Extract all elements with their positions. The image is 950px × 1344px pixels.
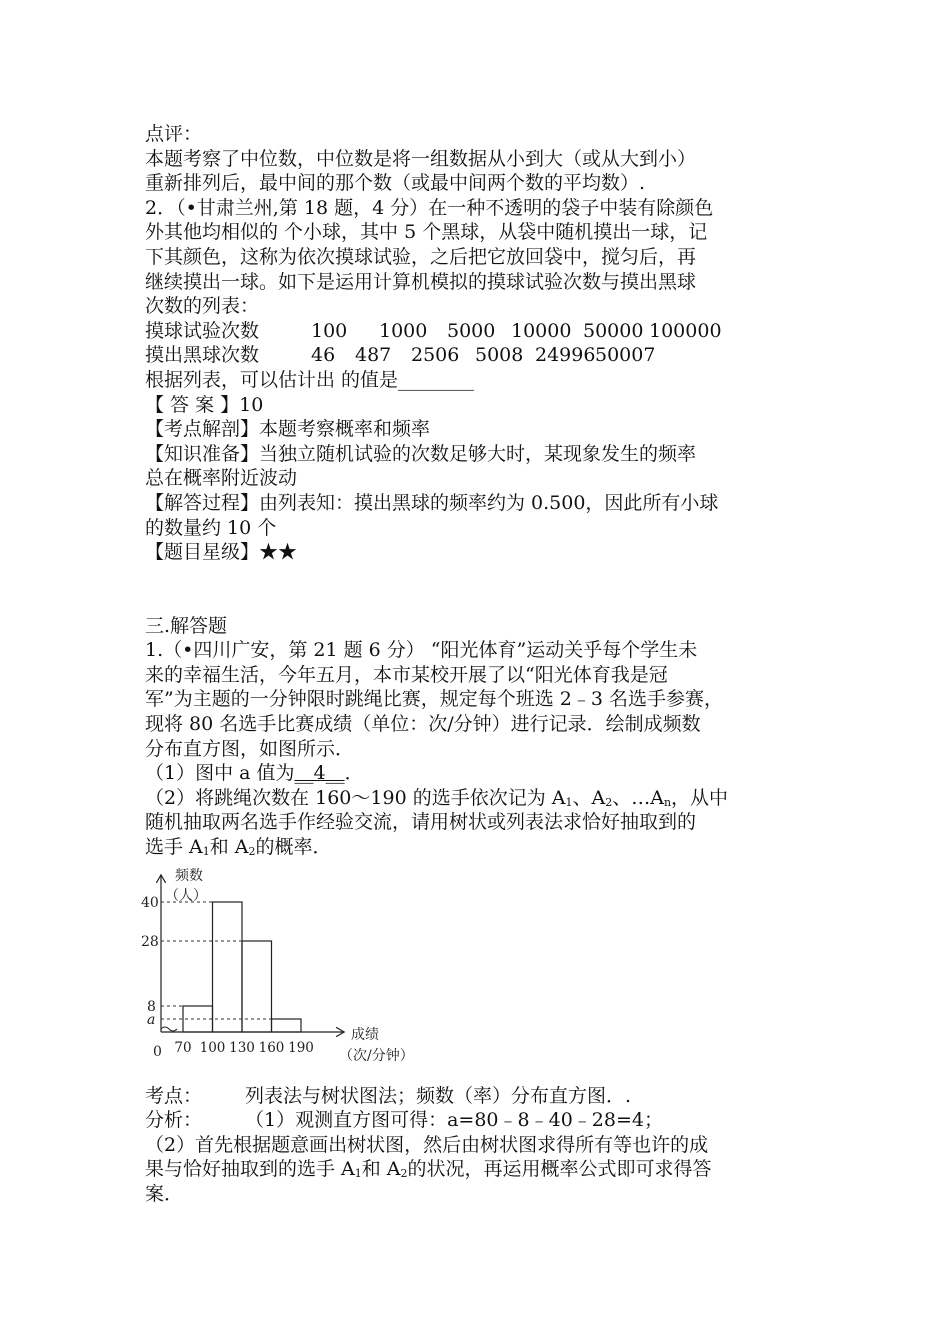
sub-question-1 — [145, 761, 825, 786]
axis-break-mark — [161, 1027, 177, 1031]
subscript: 2 — [400, 1167, 408, 1181]
x-axis-label: 成绩 — [351, 1026, 379, 1043]
y-tick-label: 28 — [141, 933, 159, 950]
sub1-suffix: ． — [344, 762, 364, 785]
document-page — [141, 122, 825, 1207]
text: 的状况，再运用概率公式即可求得答 — [407, 1158, 712, 1181]
s3-line: 随机抽取两名选手作经验交流，请用树状或列表法求恰好抽取到的 — [145, 811, 697, 834]
star-rating: 【题目星级】★★ — [145, 541, 298, 564]
histogram-chart — [143, 866, 443, 1076]
review-line: 本题考察了中位数，中位数是将一组数据从小到大（或从大到小） — [145, 147, 697, 170]
x-tick-label: 100 — [199, 1039, 226, 1056]
table-cell: 487 — [355, 344, 392, 367]
q2-line: 外其他均相似的 个小球，其中 5 个黑球，从袋中随机摸出一球，记 — [145, 221, 708, 244]
analysis-text: （1）观测直方图可得：a=80﹣8﹣40﹣28=4； — [245, 1109, 663, 1132]
analysis-label: 考点： — [145, 1084, 203, 1107]
table-cell: 2506 — [411, 344, 460, 367]
s3-line: 1.（•四川广安，第 21 题 6 分） “阳光体育”运动关乎每个学生未 — [145, 639, 698, 662]
s3-line: 来的幸福生活，今年五月，本市某校开展了以“阳光体育我是冠 — [145, 663, 668, 686]
review-line: 重新排列后，最中间的那个数（或最中间两个数的平均数）. — [145, 172, 646, 195]
y-axis-label: （人） — [165, 887, 207, 904]
sub1-answer: __4__ — [294, 762, 345, 785]
analysis-fenxi — [145, 1108, 825, 1133]
text: 的概率． — [255, 836, 332, 859]
section-title: 三.解答题 — [145, 614, 228, 637]
q2-line: 下其颜色，这称为依次摸球试验，之后把它放回袋中，搅匀后，再 — [145, 245, 697, 268]
y-tick-label: a — [147, 1011, 156, 1028]
answer-line: 【 答 案 】10 — [145, 393, 264, 416]
answer-blank: ________ — [398, 368, 475, 391]
subscript: 1 — [202, 845, 210, 859]
x-tick-label: 160 — [258, 1039, 285, 1056]
table-row — [145, 343, 825, 368]
analysis-text: 列表法与树状图法；频数（率）分布直方图．. — [245, 1084, 632, 1107]
sub1-prefix: （1）图中 a 值为 — [145, 762, 295, 785]
q2-question — [145, 368, 825, 393]
table-cell: 100000 — [649, 319, 722, 342]
x-tick-label: 130 — [229, 1039, 255, 1056]
y-tick-label: 8 — [147, 998, 156, 1015]
histogram-bar — [242, 941, 272, 1032]
s3-line: 现将 80 名选手比赛成绩（单位：次/分钟）进行记录．绘制成频数 — [145, 713, 701, 736]
s3-line — [145, 835, 825, 860]
analysis-line: （2）首先根据题意画出树状图，然后由树状图求得所有等也许的成 — [145, 1133, 709, 1156]
q2-line: 2．（•甘肃兰州,第 18 题，4 分）在一种不透明的袋子中装有除颜色 — [145, 196, 714, 219]
table-row — [145, 319, 825, 344]
table-row-label: 摸出黑球次数 — [145, 344, 260, 367]
analysis-kaodian — [145, 1084, 825, 1109]
x-axis-label: （次/分钟） — [339, 1047, 414, 1064]
subscript: 1 — [354, 1167, 362, 1181]
text: 和 A — [361, 1158, 401, 1181]
y-axis-label: 频数 — [175, 867, 203, 884]
zhishi-line: 【知识准备】当独立随机试验的次数足够大时，某现象发生的频率 — [145, 442, 697, 465]
s3-line: 分布直方图，如图所示． — [145, 737, 355, 760]
table-cell: 24996 — [535, 344, 596, 367]
s3-line: 军”为主题的一分钟限时跳绳比赛，规定每个班选 2﹣3 名选手参赛， — [145, 688, 723, 711]
y-tick-label: 0 — [153, 1043, 162, 1060]
table-cell: 1000 — [379, 319, 428, 342]
text: 和 A — [209, 836, 249, 859]
histogram-bar — [272, 1019, 302, 1032]
subscript: 2 — [605, 795, 613, 809]
subscript: 1 — [565, 795, 573, 809]
q2-line: 继续摸出一球。如下是运用计算机模拟的摸球试验次数与摸出黑球 — [145, 270, 697, 293]
analysis-line: 案． — [145, 1183, 184, 1205]
table-row-label: 摸球试验次数 — [145, 319, 260, 342]
q2-question-text: 根据列表，可以估计出 的值是 — [145, 368, 399, 391]
table-cell: 10000 — [511, 319, 572, 342]
histogram-bar — [213, 902, 243, 1032]
q2-line: 次数的列表： — [145, 295, 260, 318]
text: 果与恰好抽取到的选手 A — [145, 1158, 355, 1181]
zhishi-line: 总在概率附近波动 — [145, 467, 298, 490]
jieda-line: 【解答过程】由列表知：摸出黑球的频率约为 0.500，因此所有小球 — [145, 491, 719, 514]
table-cell: 5008 — [475, 344, 524, 367]
text: ，从中 — [671, 786, 729, 809]
x-tick-label: 190 — [288, 1039, 314, 1056]
table-cell: 100 — [311, 319, 348, 342]
review-heading: 点评： — [145, 123, 203, 145]
text: 、A — [572, 786, 606, 809]
kaodian-line: 【考点解剖】本题考察概率和频率 — [145, 418, 431, 441]
x-tick-label: 70 — [174, 1039, 192, 1056]
analysis-label: 分析： — [145, 1109, 203, 1132]
table-cell: 50007 — [595, 344, 656, 367]
subscript: 2 — [248, 845, 256, 859]
text: 选手 A — [145, 836, 203, 859]
table-cell: 46 — [311, 344, 336, 367]
subscript: n — [663, 795, 672, 809]
table-cell: 50000 — [583, 319, 644, 342]
table-cell: 5000 — [447, 319, 496, 342]
text: 、…A — [612, 786, 664, 809]
text: （2）将跳绳次数在 160～190 的选手依次记为 A — [145, 786, 566, 809]
sub-question-2 — [145, 786, 825, 811]
analysis-line — [145, 1157, 825, 1182]
jieda-line: 的数量约 10 个 — [145, 516, 277, 539]
histogram-svg — [143, 866, 443, 1076]
y-tick-label: 40 — [141, 894, 159, 911]
